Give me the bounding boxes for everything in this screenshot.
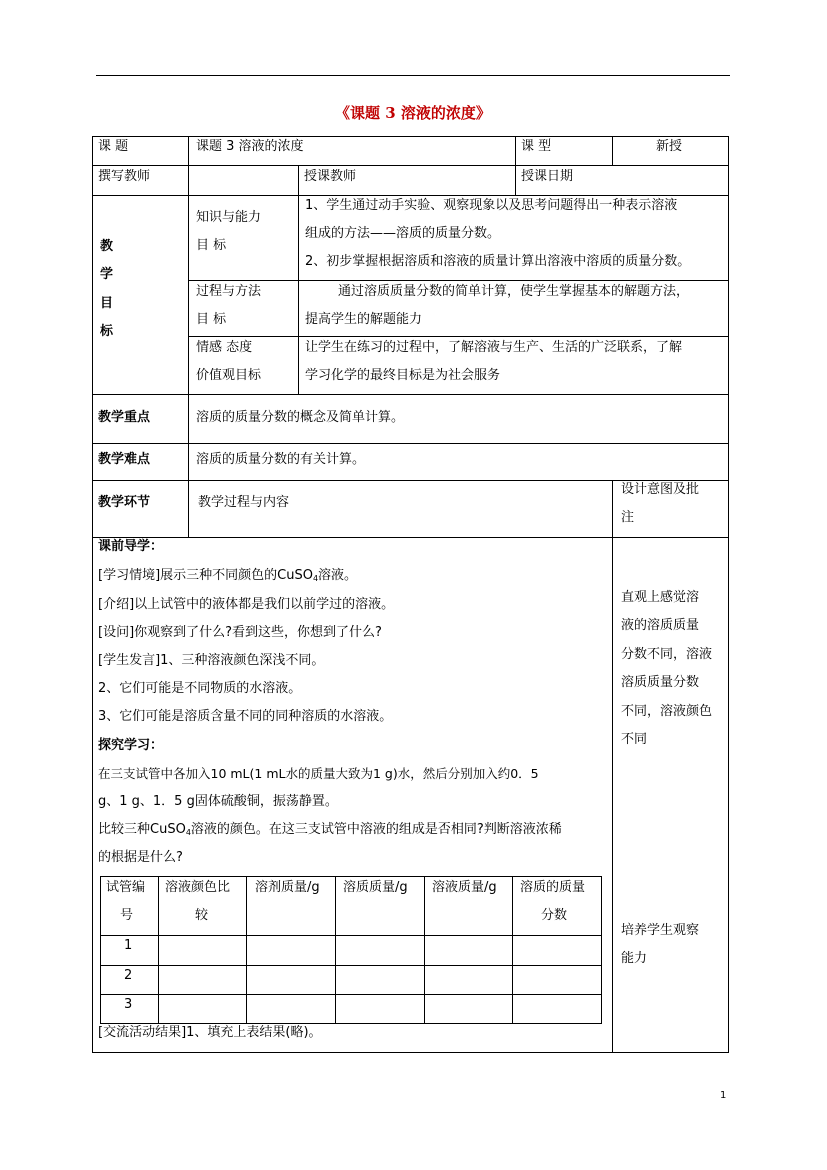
experiment-col-5 [512,876,513,1024]
writer-label: 撰写教师 [98,169,151,184]
document-title: 《课题 3 溶液的浓度》 [335,104,491,122]
emotion-line-1: 让学生在练习的过程中，了解溶液与生产、生活的广泛联系，了解 [305,340,683,355]
process-header-col-2 [612,480,613,538]
process-header-col-1 [188,480,189,538]
objectives-col-2 [298,195,299,395]
type-label: 课 型 [521,139,552,154]
pre-study-title: 课前导学： [98,539,164,554]
body-p4: [学生发言]1、三种溶液颜色深浅不同。 [98,653,325,668]
process-line-1: 通过溶质质量分数的简单计算，使学生掌握基本的解题方法， [338,284,690,299]
exp-header-6b: 分数 [541,908,568,923]
knowledge-label-2: 目 标 [196,238,227,253]
explore-line-2: g、1 g、1．5 g固体硫酸铜，振荡静置。 [98,794,338,809]
body-p1-sub: 4 [312,574,319,583]
exp-header-3a: 溶剂质量/g [255,880,320,895]
exp-header-1a: 试管编 [106,880,146,895]
process-header-notes-2: 注 [621,510,635,525]
header-col-1 [188,136,189,196]
exp-header-6a: 溶质的质量 [520,880,586,895]
header-col-2 [515,136,516,196]
exp-row-1: 1 [124,938,133,953]
exp-header-1b: 号 [120,908,134,923]
exp-header-2b: 较 [195,908,209,923]
exp-row-3: 3 [124,997,133,1012]
body-p1-end: 溶液。 [318,568,358,583]
process-label-2: 目 标 [196,312,227,327]
note-1-line-3: 分数不同，溶液 [621,647,713,662]
process-line-2: 提高学生的解题能力 [305,312,423,327]
exp-row-2: 2 [124,968,133,983]
explore-title: 探究学习： [98,738,164,753]
type-value: 新授 [656,139,683,154]
topic-label: 课 题 [98,139,129,154]
emotion-label-2: 价值观目标 [196,368,262,383]
note-1-line-2: 液的溶质质量 [621,618,700,633]
experiment-col-4 [424,876,425,1024]
objectives-label-4: 标 [100,324,114,339]
header-rule [96,75,730,76]
experiment-row-3 [100,994,602,995]
body-p1-text: [学习情境]展示三种不同颜色的CuSO [98,568,313,583]
objectives-label-1: 教 [100,239,114,254]
note-2-line-1: 培养学生观察 [621,923,700,938]
note-2-line-2: 能力 [621,951,648,966]
content-col [612,537,613,1053]
knowledge-line-1: 1、学生通过动手实验、观察现象以及思考问题得出一种表示溶液 [305,198,678,213]
body-p2: [介绍]以上试管中的液体都是我们以前学过的溶液。 [98,597,395,612]
experiment-col-2 [246,876,247,1024]
result-line: [交流活动结果]1、填充上表结果(略)。 [98,1025,322,1040]
experiment-table [100,876,602,1024]
note-1-line-5: 不同，溶液颜色 [621,704,713,719]
header-col-3 [612,136,613,166]
explore-line-1: 在三支试管中各加入10 mL(1 mL水的质量大致为1 g)水，然后分别加入约0．5 [98,766,539,781]
knowledge-label-1: 知识与能力 [196,210,262,225]
body-p5: 2、它们可能是不同物质的水溶液。 [98,681,302,696]
objectives-label-2: 学 [100,267,114,282]
objectives-row-1 [188,280,729,281]
knowledge-line-2: 组成的方法——溶质的质量分数。 [305,226,501,241]
explore-line-3-end: 溶液的颜色。在这三支试管中溶液的组成是否相同?判断溶液浓稀 [190,822,562,837]
exp-header-5a: 溶液质量/g [432,880,497,895]
note-1-line-6: 不同 [621,732,648,747]
date-label: 授课日期 [521,169,574,184]
explore-line-3-text: 比较三种CuSO [98,822,186,837]
exp-header-4a: 溶质质量/g [343,880,408,895]
body-p1 [98,567,357,588]
process-header-content: 教学过程与内容 [198,495,290,510]
page-number: 1 [720,1090,727,1101]
objectives-label-3: 目 [100,296,114,311]
process-header-label: 教学环节 [98,495,151,510]
header-col-2b [298,165,299,196]
experiment-col-3 [335,876,336,1024]
key-point-label: 教学重点 [98,410,151,425]
objectives-col-1 [188,195,189,395]
explore-line-4: 的根据是什么? [98,850,183,865]
note-1-line-4: 溶质质量分数 [621,675,700,690]
note-1-line-1: 直观上感觉溶 [621,590,700,605]
key-point-value: 溶质的质量分数的概念及简单计算。 [196,410,405,425]
explore-line-3 [98,821,562,842]
experiment-row-2 [100,965,602,966]
process-label-1: 过程与方法 [196,284,262,299]
explore-line-3-sub: 4 [185,828,191,837]
objectives-row-2 [188,336,729,337]
topic-value: 课题 3 溶液的浓度 [196,139,304,154]
body-p6: 3、它们可能是溶质含量不同的同种溶质的水溶液。 [98,709,393,724]
difficulty-value: 溶质的质量分数的有关计算。 [196,452,366,467]
experiment-row-1 [100,935,602,936]
knowledge-line-3: 2、初步掌握根据溶质和溶液的质量计算出溶液中溶质的质量分数。 [305,254,691,269]
process-header-notes-1: 设计意图及批 [621,482,700,497]
experiment-col-1 [158,876,159,1024]
body-p3: [设问]你观察到了什么?看到这些，你想到了什么? [98,625,382,640]
emotion-label-1: 情感 态度 [196,340,253,355]
emotion-line-2: 学习化学的最终目标是为社会服务 [305,368,501,383]
keypoints-col [188,394,189,481]
teacher-label: 授课教师 [304,169,357,184]
exp-header-2a: 溶液颜色比 [165,880,231,895]
difficulty-label: 教学难点 [98,452,151,467]
